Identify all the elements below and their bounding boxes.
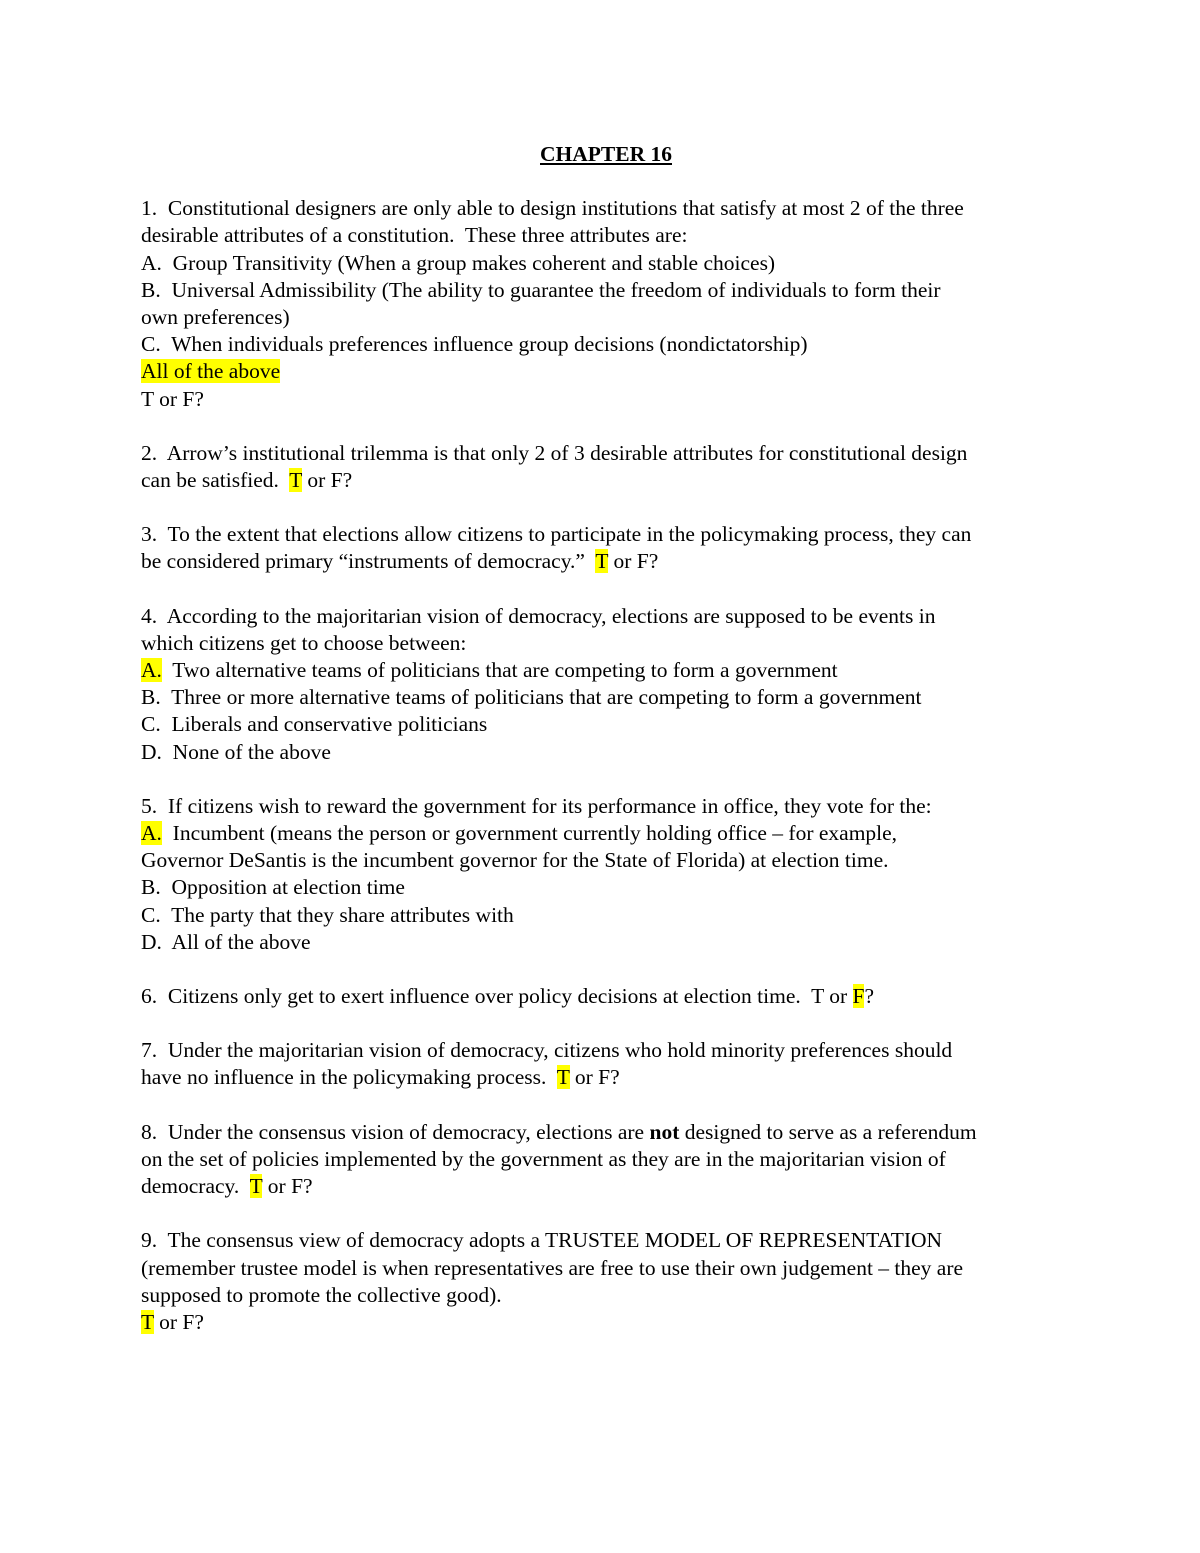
question-4 xyxy=(141,603,1071,766)
question-2-stem-text: can be satisfied. xyxy=(141,468,290,493)
question-4-option-d: D. None of the above xyxy=(141,739,331,764)
question-1-true-false: T or F? xyxy=(141,386,204,411)
question-4-stem-line-2: which citizens get to choose between: xyxy=(141,630,467,655)
document-page xyxy=(141,141,1071,1363)
question-5-stem: 5. If citizens wish to reward the government for its performance in office, they vote for the: xyxy=(141,793,932,818)
page-title: CHAPTER 16 xyxy=(540,142,672,166)
question-5-option-d: D. All of the above xyxy=(141,929,311,954)
question-2-highlighted-t: T xyxy=(289,468,303,493)
question-4-option-a-text: Two alternative teams of politicians that are competing to form a government xyxy=(161,658,838,683)
question-4-option-a xyxy=(141,657,1071,684)
question-5-option-a-line-2: Governor DeSantis is the incumbent governor for the State of Florida) at election time. xyxy=(141,848,889,873)
question-4-option-c: C. Liberals and conservative politicians xyxy=(141,712,488,737)
question-2 xyxy=(141,440,1071,494)
question-5-option-c: C. The party that they share attributes with xyxy=(141,902,514,927)
question-2-stem-line-1: 2. Arrow’s institutional trilemma is that only 2 of 3 desirable attributes for constitutional design xyxy=(141,440,968,465)
question-3-stem-text: be considered primary “instruments of democracy.” xyxy=(141,549,596,574)
question-3-or-f: or F? xyxy=(608,549,659,574)
question-8-highlighted-t: T xyxy=(249,1174,263,1199)
question-8 xyxy=(141,1119,1071,1201)
question-8-stem-line-2: on the set of policies implemented by the government as they are in the majoritarian vision of xyxy=(141,1146,946,1171)
question-1-option-c: C. When individuals preferences influence group decisions (nondictatorship) xyxy=(141,332,808,357)
question-1-stem-line-2: desirable attributes of a constitution. These three attributes are: xyxy=(141,223,688,248)
question-9-stem-line-2: (remember trustee model is when representatives are free to use their own judgement – they are xyxy=(141,1255,964,1280)
question-1-option-b-line-1: B. Universal Admissibility (The ability to guarantee the freedom of individuals to form their xyxy=(141,277,941,302)
question-6-stem-text: 6. Citizens only get to exert influence over policy decisions at election time. T or xyxy=(141,984,853,1009)
question-9-or-f: or F? xyxy=(153,1309,204,1334)
question-4-stem-line-1: 4. According to the majoritarian vision of democracy, elections are supposed to be events in xyxy=(141,603,936,628)
question-3 xyxy=(141,521,1071,575)
question-1-highlighted-answer: All of the above xyxy=(141,359,281,384)
question-8-stem-text-c: designed to serve as a referendum xyxy=(679,1119,977,1144)
question-7-or-f: or F? xyxy=(569,1065,620,1090)
question-2-or-f: or F? xyxy=(302,468,353,493)
question-1-option-b-line-2: own preferences) xyxy=(141,305,290,330)
question-3-stem-line-2 xyxy=(141,548,1071,575)
question-7 xyxy=(141,1037,1071,1091)
question-7-stem-text: have no influence in the policymaking process. xyxy=(141,1065,557,1090)
question-9-stem-line-3: supposed to promote the collective good). xyxy=(141,1282,502,1307)
question-8-stem-text-a: 8. Under the consensus vision of democracy, elections are xyxy=(141,1119,650,1144)
question-1-option-a: A. Group Transitivity (When a group makes coherent and stable choices) xyxy=(141,250,776,275)
question-5-highlighted-a: A. xyxy=(141,821,162,846)
question-1 xyxy=(141,195,1071,413)
question-5 xyxy=(141,793,1071,956)
question-6 xyxy=(141,983,1071,1010)
question-5-option-a-text: Incumbent (means the person or government currently holding office – for example, xyxy=(161,821,898,846)
question-9-highlighted-t: T xyxy=(141,1309,154,1334)
question-8-stem-text-3: democracy. xyxy=(141,1174,250,1199)
question-8-stem-line-3 xyxy=(141,1173,1071,1200)
question-8-or-f: or F? xyxy=(262,1174,313,1199)
question-5-option-a-line-1 xyxy=(141,820,1071,847)
question-6-stem-line xyxy=(141,983,1071,1010)
question-4-highlighted-a: A. xyxy=(141,658,162,683)
question-5-option-b: B. Opposition at election time xyxy=(141,875,405,900)
question-6-question-mark: ? xyxy=(864,984,875,1009)
question-2-stem-line-2 xyxy=(141,467,1071,494)
question-8-bold-not: not xyxy=(649,1119,680,1144)
question-3-highlighted-t: T xyxy=(595,549,609,574)
question-9-answer-line xyxy=(141,1309,1071,1336)
question-7-stem-line-2 xyxy=(141,1064,1071,1091)
question-4-option-b: B. Three or more alternative teams of politicians that are competing to form a government xyxy=(141,685,922,710)
question-7-stem-line-1: 7. Under the majoritarian vision of democracy, citizens who hold minority preferences should xyxy=(141,1038,953,1063)
question-6-highlighted-f: F xyxy=(852,984,865,1009)
question-7-highlighted-t: T xyxy=(556,1065,570,1090)
question-8-stem-line-1 xyxy=(141,1119,1071,1146)
question-1-stem-line-1: 1. Constitutional designers are only able to design institutions that satisfy at most 2 of the three xyxy=(141,196,964,221)
question-9 xyxy=(141,1227,1071,1336)
question-1-answer-line xyxy=(141,358,1071,385)
question-3-stem-line-1: 3. To the extent that elections allow citizens to participate in the policymaking process, they can xyxy=(141,522,972,547)
question-9-stem-line-1: 9. The consensus view of democracy adopts a TRUSTEE MODEL OF REPRESENTATION xyxy=(141,1228,943,1253)
